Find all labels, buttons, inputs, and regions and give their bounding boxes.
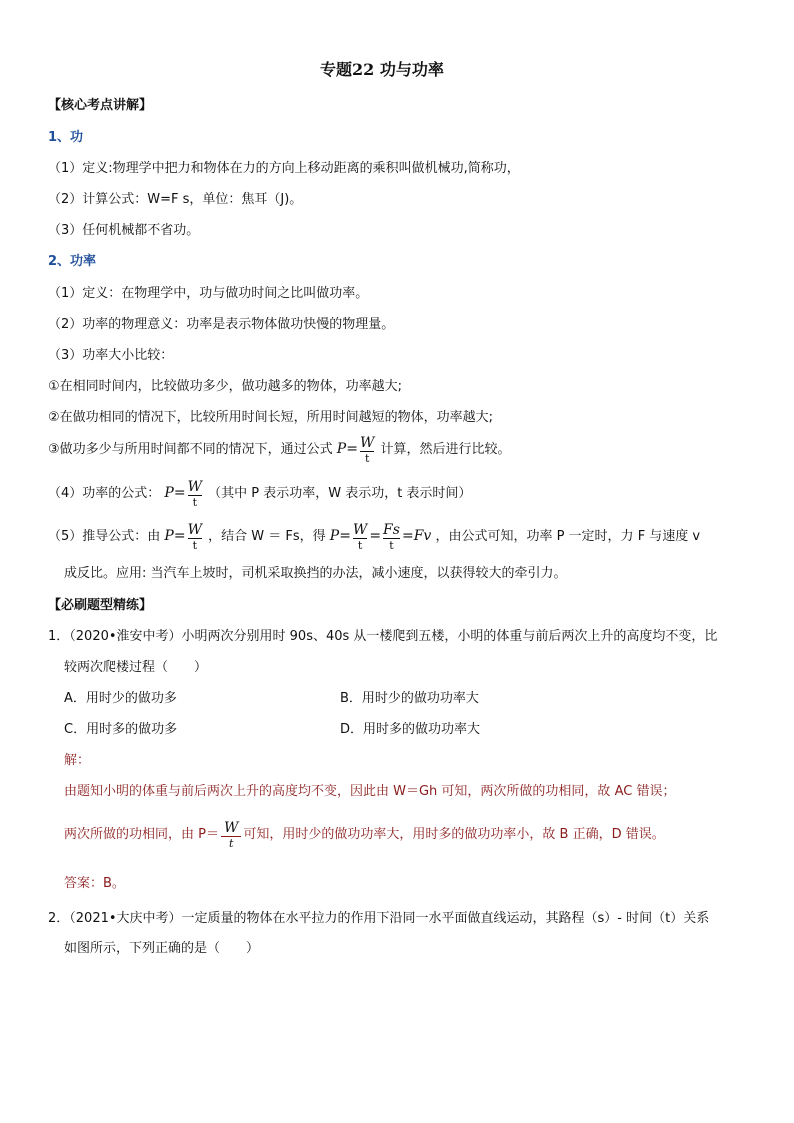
power-formula-post: （其中 P 表示功率，W 表示功，t 表示时间） [208,486,472,501]
power-compare: （3）功率大小比较： [48,348,174,363]
page-title: 专题22 功与功率 [320,60,444,79]
fraction-denominator: t [188,495,202,509]
power-compare-1: ①在相同时间内，比较做功多少，做功越多的物体，功率越大; [48,379,403,394]
symbol-p: P [336,441,347,457]
power-definition: （1）定义：在物理学中，功与做功时间之比叫做功率。 [48,286,369,301]
fraction-numerator: Fs [383,521,400,538]
q2-stem-line1: 2．（2021•大庆中考）一定质量的物体在水平拉力的作用下沿同一水平面做直线运动，其路程（s）- 时间（t）关系 [48,911,710,926]
q1-solution-label: 解： [64,753,91,768]
fraction-numerator: W [352,521,368,538]
fraction-w-over-t [360,435,374,465]
symbol-p: P [164,485,174,501]
symbol-equals: = [401,528,414,544]
q1-answer: 答案：B。 [64,876,125,891]
symbol-equals: = [173,528,186,544]
symbol-equals: = [346,441,358,457]
q1-solution-line2-post: 可知，用时少的做功功率大，用时多的做功功率小，故 B 正确，D 错误。 [243,827,665,842]
fraction-denominator: t [353,538,367,552]
q1-choice-a[interactable]: A．用时少的做功多 [64,691,177,706]
fraction-denominator: t [383,538,400,552]
section-practice-heading: 【必刷题型精练】 [48,598,153,613]
symbol-p: P [164,528,174,544]
fraction-numerator: W [359,434,375,451]
power-formula [48,476,471,511]
symbol-equals: = [339,528,351,544]
fraction-denominator: t [360,451,374,465]
fraction-w-over-t [221,820,241,850]
q1-solution-line1: 由题知小明的体重与前后两次上升的高度均不变，因此由 W＝Gh 可知，两次所做的功相同，故 AC 错误； [64,784,676,799]
q1-choice-b[interactable]: B．用时少的做功功率大 [340,691,479,706]
fraction-numerator: W [224,819,239,836]
power-derived-pre: （5）推导公式：由 [48,529,161,544]
power-derived [48,519,700,554]
work-no-saving: （3）任何机械都不省功。 [48,223,200,238]
power-derived-mid: ，结合 W ＝ Fs，得 [208,529,326,544]
section-core-heading: 【核心考点讲解】 [48,98,153,113]
power-heading: 2、功率 [48,254,97,269]
q1-solution-line2-pre: 两次所做的功相同，由 P＝ [64,827,219,842]
q2-stem-line2: 如图所示，下列正确的是（ ） [64,941,260,956]
fraction-fs-over-t [383,522,400,552]
power-compare-2: ②在做功相同的情况下，比较所用时间长短，所用时间越短的物体，功率越大; [48,410,494,425]
work-heading: 1、功 [48,130,84,145]
work-definition: （1）定义:物理学中把力和物体在力的方向上移动距离的乘积叫做机械功,简称功， [48,161,520,176]
symbol-fv: Fv [413,528,432,544]
work-formula: （2）计算公式：W=F s，单位：焦耳（J)。 [48,192,303,207]
fraction-w-over-t [353,522,367,552]
fraction-denominator: t [188,538,202,552]
q1-choice-d[interactable]: D．用时多的做功功率大 [340,722,481,737]
power-compare-3 [48,432,511,467]
symbol-equals: = [173,485,186,501]
fraction-denominator: t [221,836,241,850]
q1-choice-c[interactable]: C．用时多的做功多 [64,722,178,737]
power-compare-3-pre: ③做功多少与所用时间都不同的情况下，通过公式 [48,442,333,457]
power-derived-post: ，由公式可知，功率 P 一定时，力 F 与速度 v [435,529,701,544]
power-derived-line2: 成反比。应用: 当汽车上坡时，司机采取换挡的办法，减小速度，以获得较大的牵引力。 [64,566,567,581]
fraction-numerator: W [187,521,202,538]
q1-stem-line1: 1．（2020•淮安中考）小明两次分别用时 90s、40s 从一楼爬到五楼，小明的体重与前后两次上升的高度均不变，比 [48,629,718,644]
symbol-equals: = [369,528,382,544]
q1-stem-line2: 较两次爬楼过程（ ） [64,660,208,675]
power-meaning: （2）功率的物理意义：功率是表示物体做功快慢的物理量。 [48,317,395,332]
power-compare-3-post: 计算，然后进行比较。 [380,442,511,457]
power-formula-pre: （4）功率的公式： [48,486,161,501]
symbol-p: P [329,528,340,544]
q1-solution-line2 [64,815,665,855]
fraction-w-over-t [188,522,202,552]
fraction-w-over-t [188,479,202,509]
fraction-numerator: W [187,478,202,495]
